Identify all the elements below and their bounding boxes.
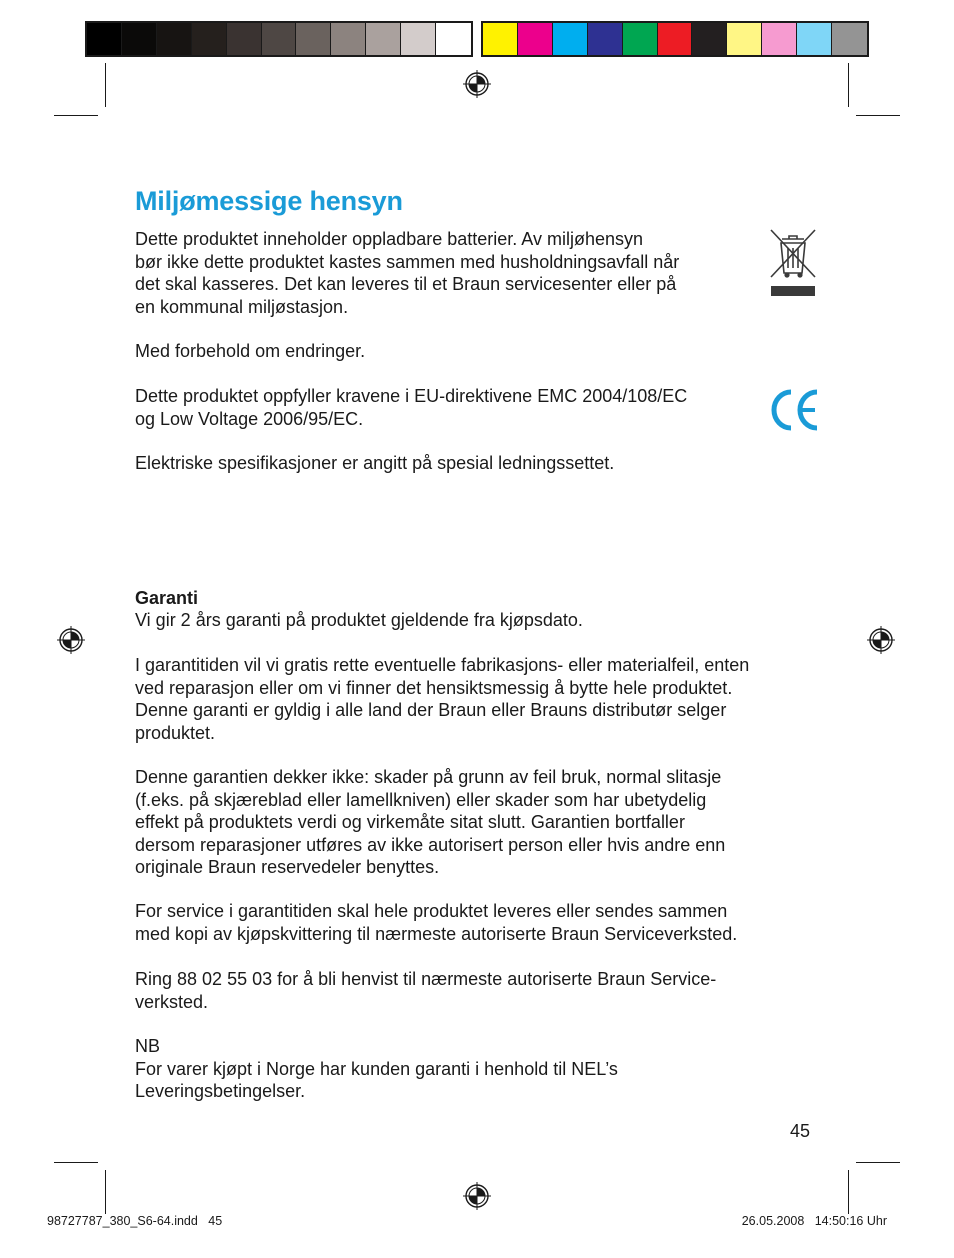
color-swatch — [401, 23, 436, 55]
color-swatch — [366, 23, 401, 55]
crop-mark — [105, 1170, 106, 1214]
date-slug: 26.05.2008 14:50:16 Uhr — [741, 1214, 887, 1228]
warranty-paragraph: NB For varer kjøpt i Norge har kunden garanti i henhold til NEL’s Leveringsbetingelser. — [135, 1036, 618, 1101]
color-bar-process — [481, 21, 869, 57]
color-swatch — [692, 23, 727, 55]
color-swatch — [296, 23, 331, 55]
registration-mark-icon — [462, 1181, 492, 1211]
crop-mark — [856, 115, 900, 116]
color-swatch — [192, 23, 227, 55]
color-swatch — [623, 23, 658, 55]
color-swatch — [262, 23, 297, 55]
color-swatch — [553, 23, 588, 55]
ce-mark-icon — [767, 386, 821, 434]
color-swatch — [87, 23, 122, 55]
color-swatch — [588, 23, 623, 55]
crop-mark — [105, 63, 106, 107]
color-swatch — [658, 23, 693, 55]
registration-mark-icon — [866, 625, 896, 655]
color-swatch — [483, 23, 518, 55]
warranty-paragraph: Denne garantien dekker ikke: skader på grunn av feil bruk, normal slitasje (f.eks. på skjæreblad eller lamellkniven) eller skader som har ubetydelig effekt på produktets verdi og virkemåte sitat slutt. Garantien bortfaller dersom reparasjoner utføres av ikke autorisert person eller hvis andre enn originale Braun reservedeler benyttes. — [135, 767, 726, 877]
weee-crossed-bin-icon — [767, 227, 819, 299]
electrical-specs-paragraph: Elektriske spesifikasjoner er angitt på spesial ledningssettet. — [135, 453, 615, 473]
color-swatch — [122, 23, 157, 55]
registration-mark-icon — [462, 69, 492, 99]
changes-notice: Med forbehold om endringer. — [135, 341, 366, 361]
color-swatch — [157, 23, 192, 55]
environment-paragraph: Dette produktet inneholder oppladbare batterier. Av miljøhensyn bør ikke dette produktet kastes sammen med husholdningsavfall når det skal kasseres. Det kan leveres til et Braun servicesenter eller på en kommunal miljøstasjon. — [135, 229, 680, 317]
crop-mark — [54, 115, 98, 116]
color-swatch — [331, 23, 366, 55]
color-swatch — [436, 23, 471, 55]
warranty-paragraph: I garantitiden vil vi gratis rette eventuelle fabrikasjons- eller materialfeil, enten ved reparasjon eller om vi finner det hensiktsmessig å bytte hele produktet. Denne garanti er gyldig i alle land der Braun eller Brauns distributør selger produktet. — [135, 655, 750, 743]
crop-mark — [54, 1162, 98, 1163]
color-swatch — [797, 23, 832, 55]
page-number: 45 — [790, 1121, 811, 1141]
crop-mark — [848, 63, 849, 107]
file-slug: 98727787_380_S6-64.indd 45 — [47, 1214, 223, 1228]
section-title: Miljømessige hensyn — [135, 186, 403, 216]
warranty-heading: Garanti — [135, 588, 199, 608]
warranty-paragraph: Ring 88 02 55 03 for å bli henvist til nærmeste autoriserte Braun Service- verksted. — [135, 969, 717, 1012]
color-swatch — [227, 23, 262, 55]
color-swatch — [762, 23, 797, 55]
warranty-intro: Vi gir 2 års garanti på produktet gjeldende fra kjøpsdato. — [135, 610, 583, 630]
color-bar-grayscale — [85, 21, 473, 57]
crop-mark — [848, 1170, 849, 1214]
color-swatch — [727, 23, 762, 55]
registration-mark-icon — [56, 625, 86, 655]
color-swatch — [832, 23, 867, 55]
color-swatch — [518, 23, 553, 55]
eu-directive-paragraph: Dette produktet oppfyller kravene i EU-direktivene EMC 2004/108/EC og Low Voltage 2006/95/EC. — [135, 386, 688, 429]
crop-mark — [856, 1162, 900, 1163]
warranty-paragraph: For service i garantitiden skal hele produktet leveres eller sendes sammen med kopi av kjøpskvittering til nærmeste autoriserte Braun Serviceverksted. — [135, 901, 738, 944]
